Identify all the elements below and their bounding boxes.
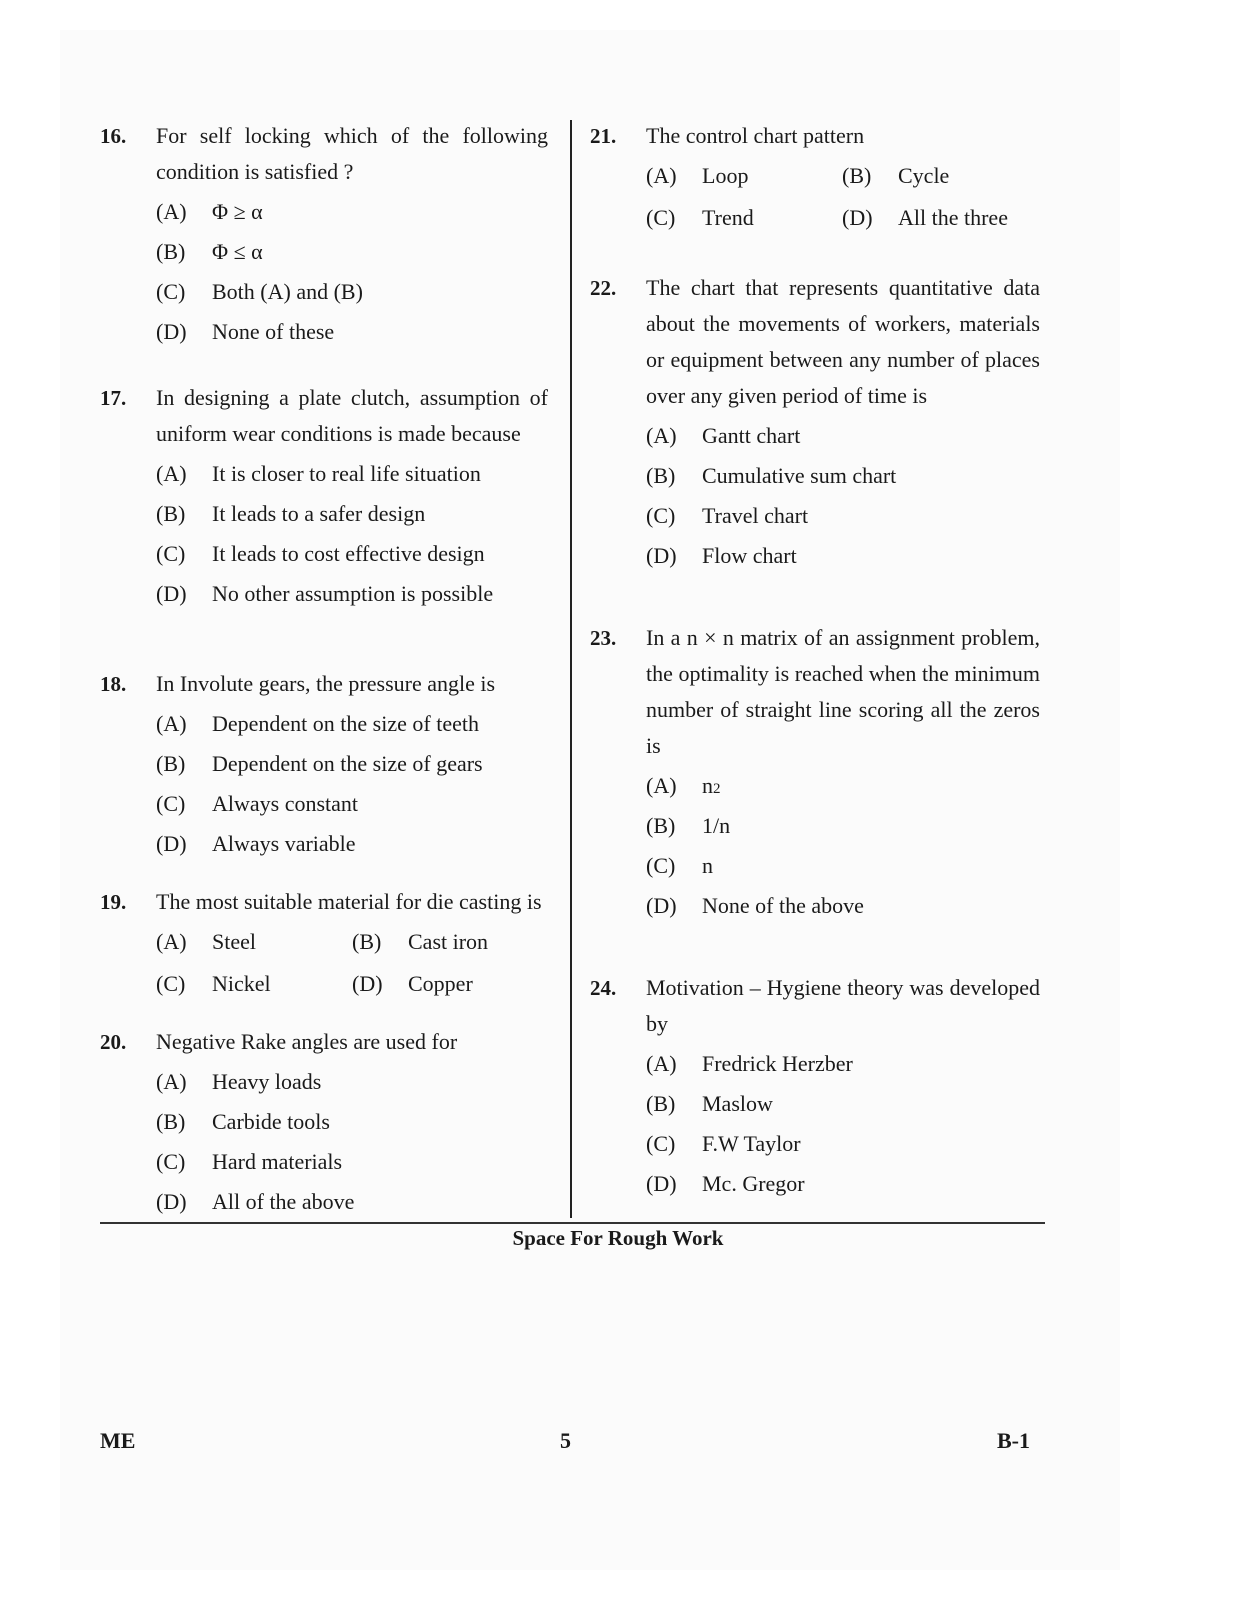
option-text: Cumulative sum chart [702,463,897,488]
option-text: Travel chart [702,503,809,528]
option-c [646,498,1040,538]
question-number: 19. [100,890,127,914]
option-text: Trend [702,205,754,230]
question-18 [100,666,548,884]
option-text: Flow chart [702,543,797,568]
question-23 [590,620,1040,970]
option-d [156,314,548,354]
option-label: (A) [646,773,677,798]
options-grid [156,924,548,1008]
option-c [646,200,842,242]
option-label: (B) [646,463,676,488]
question-text: In a n × n matrix of an assignment problem, the optimality is reached when the minimum number of straight line scoring all the zeros is [646,625,1040,758]
option-c [646,1126,1040,1166]
option-b [156,1104,548,1144]
option-label: (C) [646,205,676,230]
options-list [646,1046,1040,1206]
option-label: (D) [646,893,677,918]
option-text: Fredrick Herzber [702,1051,853,1076]
option-label: (C) [156,971,186,996]
options-list [156,194,548,354]
option-text: n [702,853,713,878]
option-label: (C) [156,541,186,566]
option-text: None of these [212,319,335,344]
option-label: (C) [646,853,676,878]
option-text: Nickel [212,971,271,996]
option-text: n [702,773,713,798]
option-label: (B) [352,929,382,954]
option-a [156,706,548,746]
options-list [646,418,1040,578]
option-b [352,924,548,966]
option-label: (B) [842,163,872,188]
option-text: Both (A) and (B) [212,279,363,304]
question-17 [100,380,548,666]
horizontal-rule [100,1222,1045,1224]
question-text: The control chart pattern [646,123,865,148]
option-text: Copper [408,971,473,996]
option-a [156,456,548,496]
option-a [156,924,352,966]
option-label: (A) [646,163,677,188]
option-c [156,786,548,826]
option-d [156,576,548,616]
option-c [156,1144,548,1184]
option-a [646,1046,1040,1086]
option-text: Cast iron [408,929,489,954]
question-24 [590,970,1040,1250]
option-d [646,1166,1040,1206]
option-label: (B) [156,1109,186,1134]
option-label: (C) [646,503,676,528]
options-list [156,706,548,866]
option-label: (C) [156,1149,186,1174]
option-label: (A) [646,423,677,448]
option-label: (D) [842,205,873,230]
options-list [646,768,1040,928]
option-b [156,496,548,536]
option-text: F.W Taylor [702,1131,801,1156]
option-label: (D) [646,543,677,568]
option-a [646,158,842,200]
option-text: Heavy loads [212,1069,322,1094]
option-text: 1/n [702,813,731,838]
option-c [156,274,548,314]
option-b [156,234,548,274]
column-divider [570,120,572,1218]
question-20 [100,1024,548,1224]
option-a [646,418,1040,458]
question-number: 17. [100,386,127,410]
option-text: All of the above [212,1189,355,1214]
option-label: (B) [156,239,186,264]
options-grid [646,158,1040,242]
option-text: Steel [212,929,256,954]
option-b [646,1086,1040,1126]
option-text: It is closer to real life situation [212,461,481,486]
option-label: (A) [156,199,187,224]
option-label: (A) [156,929,187,954]
option-d [842,200,1040,242]
question-number: 23. [590,626,617,650]
option-text: Hard materials [212,1149,343,1174]
footer-subject-code: ME [100,1428,136,1453]
rough-work-label: Space For Rough Work [512,1226,724,1250]
option-label: (C) [156,279,186,304]
question-number: 20. [100,1030,127,1054]
question-text: In Involute gears, the pressure angle is [156,671,496,696]
footer-page-number: 5 [560,1428,571,1453]
option-text: Dependent on the size of teeth [212,711,479,736]
option-text: No other assumption is possible [212,581,494,606]
question-16 [100,118,548,380]
question-text: In designing a plate clutch, assumption of uniform wear conditions is made because [156,385,548,446]
option-label: (B) [156,501,186,526]
footer-booklet-code: B-1 [997,1428,1030,1453]
option-label: (B) [156,751,186,776]
option-c [156,536,548,576]
option-b [842,158,1040,200]
question-text: Negative Rake angles are used for [156,1029,458,1054]
option-text: All the three [898,205,1008,230]
option-d [352,966,548,1008]
option-d [646,888,1040,928]
question-number: 24. [590,976,617,1000]
option-text: Dependent on the size of gears [212,751,483,776]
option-a [646,768,1040,808]
option-text: Loop [702,163,749,188]
question-22 [590,270,1040,620]
option-b [646,808,1040,848]
option-text: Cycle [898,163,950,188]
right-column [590,118,1040,1250]
option-c [156,966,352,1008]
option-label: (C) [646,1131,676,1156]
option-c [646,848,1040,888]
option-b [646,458,1040,498]
option-a [156,194,548,234]
question-19 [100,884,548,1024]
question-number: 18. [100,672,127,696]
question-21 [590,118,1040,270]
option-text: Always variable [212,831,356,856]
options-list [156,456,548,616]
question-text: Motivation – Hygiene theory was developed by [646,975,1040,1036]
option-b [156,746,548,786]
option-text: Maslow [702,1091,773,1116]
option-d [156,1184,548,1224]
option-label: (A) [156,461,187,486]
question-text: For self locking which of the following condition is satisfied ? [156,123,548,184]
question-number: 21. [590,124,617,148]
option-label: (C) [156,791,186,816]
option-label: (D) [156,581,187,606]
option-text: It leads to cost effective design [212,541,485,566]
left-column [100,118,548,1224]
option-text: Mc. Gregor [702,1171,805,1196]
question-number: 22. [590,276,617,300]
option-label: (D) [646,1171,677,1196]
option-label: (D) [156,831,187,856]
question-text: The chart that represents quantitative data about the movements of workers, materials or equipment between any number of places over any given period of time is [646,275,1040,408]
option-d [156,826,548,866]
option-text: None of the above [702,893,864,918]
option-text: Carbide tools [212,1109,330,1134]
option-label: (A) [646,1051,677,1076]
option-label: (A) [156,711,187,736]
option-a [156,1064,548,1104]
question-text: The most suitable material for die casting is [156,889,542,914]
option-label: (D) [352,971,383,996]
option-label: (D) [156,1189,187,1214]
option-text: Φ ≥ α [212,199,263,224]
option-d [646,538,1040,578]
option-text: It leads to a safer design [212,501,426,526]
option-text: Gantt chart [702,423,801,448]
superscript: 2 [713,781,721,797]
option-label: (B) [646,813,676,838]
option-label: (B) [646,1091,676,1116]
question-number: 16. [100,124,127,148]
options-list [156,1064,548,1224]
option-label: (A) [156,1069,187,1094]
option-text: Φ ≤ α [212,239,263,264]
option-label: (D) [156,319,187,344]
option-text: Always constant [212,791,359,816]
